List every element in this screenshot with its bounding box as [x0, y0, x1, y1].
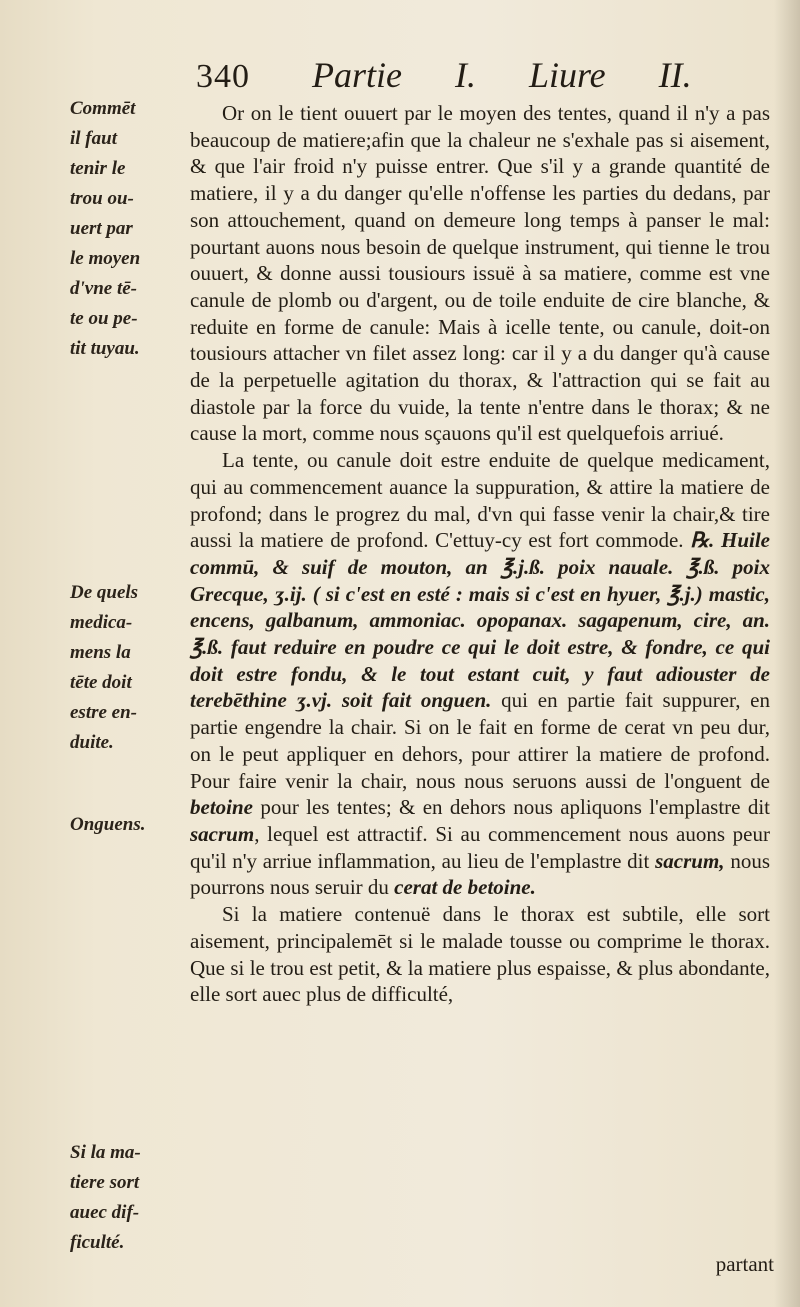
margin-note-line: Commēt [70, 98, 136, 119]
text-segment: , lequel est attractif. Si au commencement nous auons peur qu'il n'y arriue inflammation, au lieu de l'emplastre dit [190, 821, 770, 873]
margin-note-line: te ou pe- [70, 308, 138, 329]
italic-term: cerat de betoine. [394, 875, 536, 900]
margin-note-line: estre en- [70, 702, 138, 723]
margin-note-line: tēte doit [70, 672, 132, 693]
margin-note-line: duite. [70, 732, 114, 753]
paragraph [190, 100, 770, 447]
paragraph [190, 901, 770, 1008]
margin-note-line: De quels [70, 582, 139, 603]
margin-note-line: tit tuyau. [70, 338, 140, 359]
italic-term: betoine [190, 795, 253, 820]
margin-note-line: le moyen [70, 248, 141, 269]
margin-note-line: uert par [70, 218, 133, 239]
running-title: Partie I. Liure II. [312, 55, 692, 95]
text-segment: nous pourrons nous seruir du [190, 848, 770, 900]
margin-note-line: ficulté. [70, 1232, 125, 1253]
margin-note-line: Si la ma- [70, 1142, 141, 1163]
text-segment: Or on le tient ouuert par le moyen des tentes, quand il n'y a pas beaucoup de matiere;afin que la chaleur ne s'exhale pas si aisement, & que l'air froid n'y puisse entrer. Que s'il y a grande quantité de matiere, il y a du danger qu'elle n'offense les parties du dedans, par son attouchement, quand on demeure long temps à panser le mal: pourtant auons nous besoin de quelque instrument, qui tienne le trou ouuert, & donne aussi tousiours issuë à sa matiere, comme est vne canule de plomb ou d'argent, ou de toile enduite de cire blanche, & reduite en forme de canule: Mais à icelle tente, ou canule, doit-on tousiours attacher vn filet assez long: car il y a du danger qu'à cause de la perpetuelle agitation du thorax, & l'attraction qui se fait au diastole par la force du vuide, la tente n'entre dans le thorax; & ne cause la mort, comme nous sçauons qu'il est quelquefois arriué. [190, 101, 770, 446]
margin-note-line: tenir le [70, 158, 126, 179]
page-number: 340 [196, 58, 250, 95]
margin-note-1 [70, 94, 182, 364]
italic-term: sacrum [190, 821, 255, 846]
margin-note-3 [70, 810, 182, 840]
margin-note-line: trou ou- [70, 188, 134, 209]
margin-note-line: d'vne tē- [70, 278, 138, 299]
text-segment: qui en partie fait suppurer, en partie engendre la chair. Si on le fait en forme de cerat vn peu dur, on le peut appliquer en dehors, pour attirer la matiere de profond. Pour faire venir la chair, nous nous seruons aussi de l'onguent de [190, 688, 771, 793]
margin-note-line: il faut [70, 128, 117, 149]
margin-note-4 [70, 1138, 182, 1258]
italic-term: sacrum, [655, 848, 725, 873]
margin-note-line: tiere sort [70, 1172, 140, 1193]
text-segment: La tente, ou canule doit estre enduite de quelque medicament, qui au commencement auance la suppuration, & attire la matiere de profond; dans le progrez du mal, d'vn qui fasse venir la chair,& tire aussi la matiere de profond. C'ettuy-cy est fort commode. [190, 448, 770, 553]
catchword: partant [715, 1252, 774, 1276]
paragraph [190, 447, 770, 901]
page-edge-shadow [774, 0, 800, 1307]
margin-note-2 [70, 578, 182, 758]
text-segment: Si la matiere contenuë dans le thorax est subtile, elle sort aisement, principalemēt si le malade tousse ou comprime le thorax. Que si le trou est petit, & la matiere plus espaisse, & plus abondante, elle sort auec plus de difficulté, [190, 902, 770, 1007]
margin-note-line: mens la [70, 642, 131, 663]
main-text [190, 100, 770, 1008]
margin-note-line: Onguens. [70, 814, 146, 835]
text-segment: pour les tentes; & en dehors nous apliquons l'emplastre dit [253, 795, 770, 820]
margin-note-line: auec dif- [70, 1202, 140, 1223]
margin-note-line: medica- [70, 612, 133, 633]
page-header [196, 52, 776, 102]
recipe-text: ℞. Huile commū, & suif de mouton, an ℥.j.ß. poix nauale. ℥.ß. poix Grecque, ʒ.ij. ( si c'est en esté : mais si c'est en hyuer, ℥.j.) mastic, encens, galbanum, ammoniac. opopanax. sagapenum, cire, an. ℥.ß. faut reduire en poudre ce qui le doit estre, & fondre, ce qui doit estre fondu, & le tout estant cuit, y faut adiouster de terebēthine ʒ.vj. soit fait onguen. [190, 528, 770, 713]
